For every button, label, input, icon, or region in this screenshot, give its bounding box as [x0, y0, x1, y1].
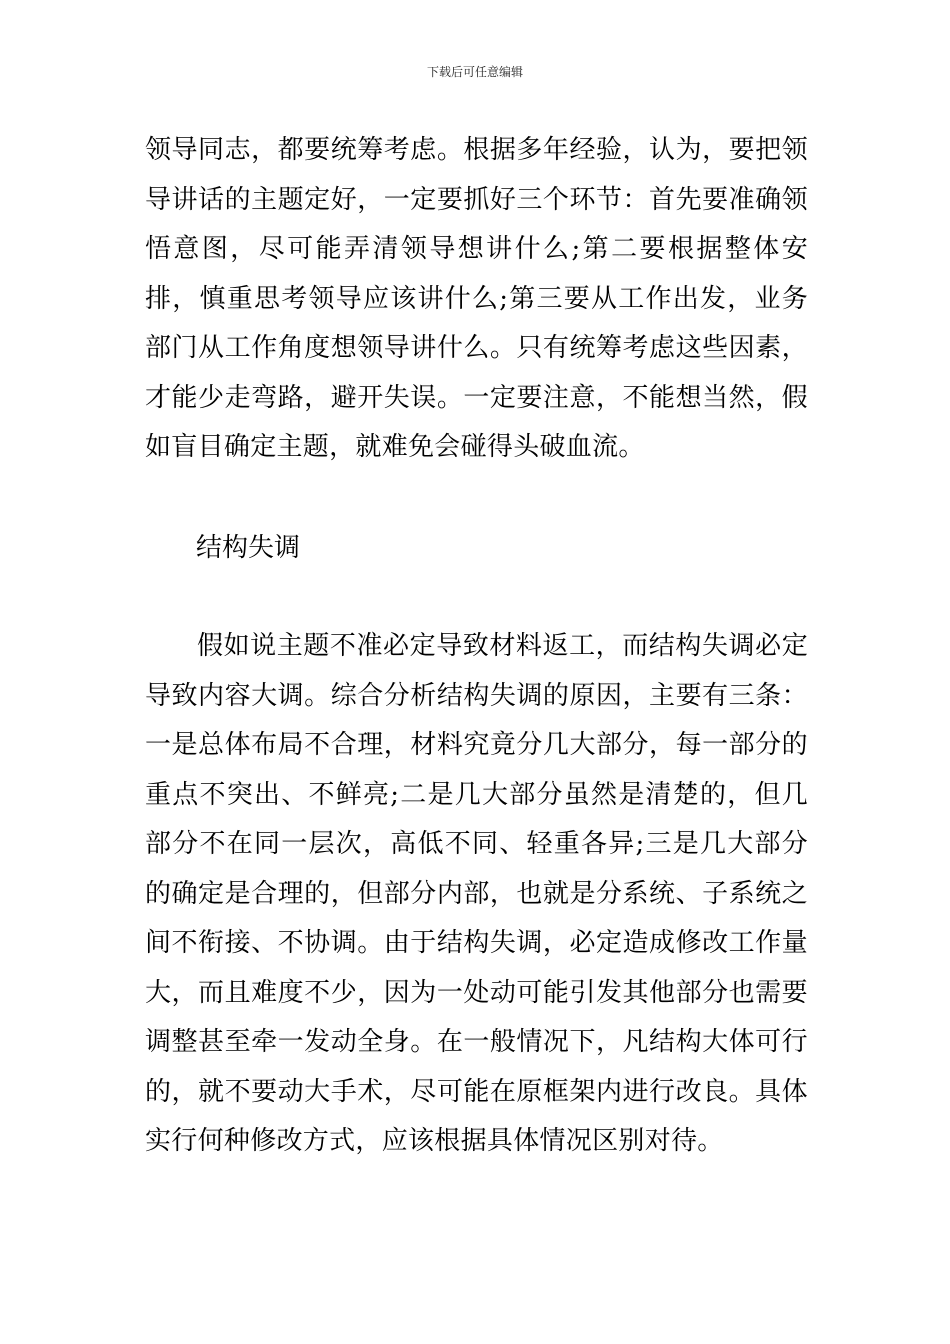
paragraph-2: 假如说主题不准必定导致材料返工，而结构失调必定导致内容大调。综合分析结构失调的原因，主要有三条：一是总体布局不合理，材料究竟分几大部分，每一部分的重点不突出、不鲜亮;二是几大部分虽然是清楚的，但几部分不在同一层次，高低不同、轻重各异;三是几大部分的确定是合理的，但部分内部，也就是分系统、子系统之间不衔接、不协调。由于结构失调，必定造成修改工作量大，而且难度不少，因为一处动可能引发其他部分也需要调整甚至牵一发动全身。在一般情况下，凡结构大体可行的，就不要动大手术，尽可能在原框架内进行改良。具体实行何种修改方式，应该根据具体情况区别对待。	[145, 631, 808, 1156]
section-heading: 结构失调	[196, 533, 301, 563]
paragraph-1: 领导同志，都要统筹考虑。根据多年经验，认为，要把领导讲话的主题定好，一定要抓好三个环节：首先要准确领悟意图，尽可能弄清领导想讲什么;第二要根据整体安排，慎重思考领导应该讲什么;第三要从工作出发，业务部门从工作角度想领导讲什么。只有统筹考虑这些因素，才能少走弯路，避开失误。一定要注意，不能想当然，假如盲目确定主题，就难免会碰得头破血流。	[145, 135, 808, 462]
header-note: 下载后可任意编辑	[426, 65, 523, 79]
